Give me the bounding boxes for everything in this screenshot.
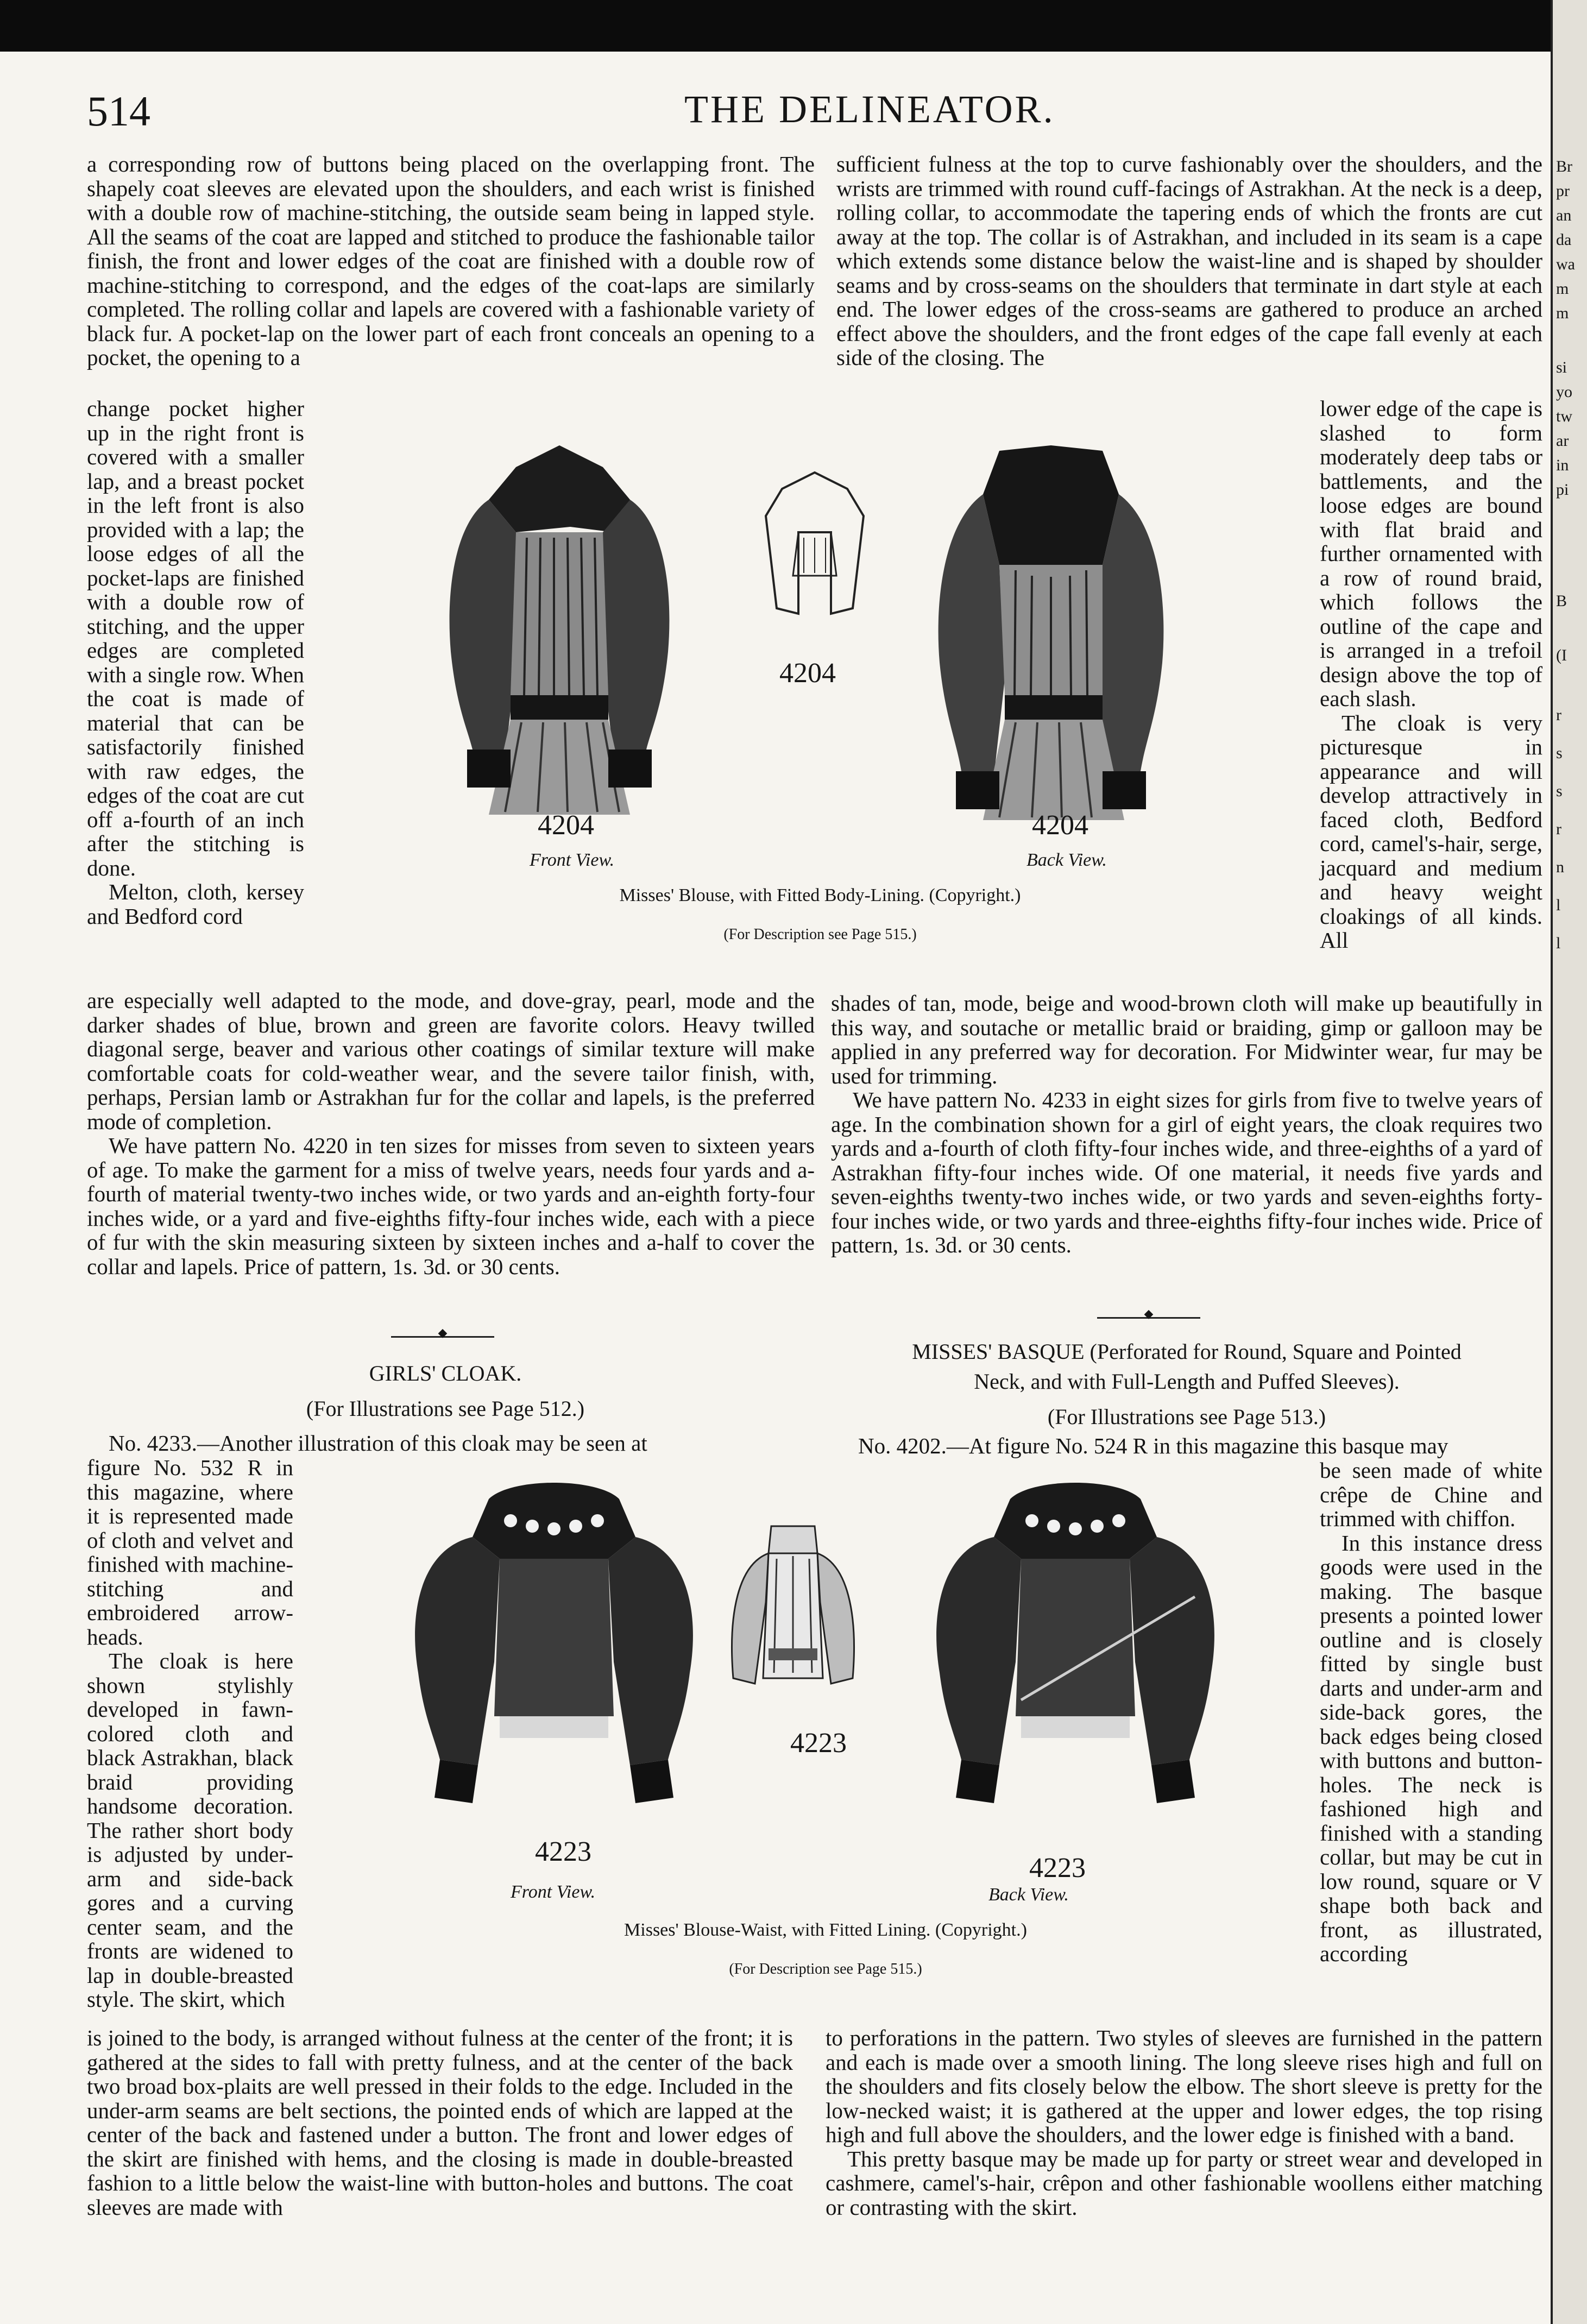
margin-fragment: an xyxy=(1556,206,1572,224)
blouse-back-illustration xyxy=(923,434,1179,847)
margin-fragment: pr xyxy=(1556,182,1570,200)
margin-fragment: l xyxy=(1556,896,1561,914)
magazine-title: THE DELINEATOR. xyxy=(684,87,1055,131)
margin-fragment: r xyxy=(1556,820,1561,838)
col2-lower-bottom-text: to perforations in the pattern. Two styles of sleeves are furnished in the pattern and each is made over a smooth lining. The long sleeve rises high and full on the shoulders and fits closely below the elbow. The short sleeve is pretty for the low-necked waist; it is gathered at the upper and lower edges, the top rising high and full above the shoulders, and the lower edge is finished with a band. This pretty basque may be made up for party or street wear and developed in cashmere, camel's-hair, crêpon and other fashionable woollens either matching or contrasting with the skirt. xyxy=(826,2025,1542,2220)
margin-fragment: ar xyxy=(1556,432,1569,450)
col1-top-text: a corresponding row of buttons being placed on the overlapping front. The shapely coat sleeves are elevated upon the shoulders, and each wrist is finished with a double row of machine-stitching, the outside seam being in lapped style. All the seams of the coat are lapped and stitched to produce the fashionable tailor finish, the front and lower edges of the coat are finished with a double row of machine-stitching to correspond, and the edges of the coat-laps are similarly completed. The rolling collar and lapels are covered with a fashionable variety of black fur. A pocket-lap on the lower part of each front conceals an opening to a pocket, the opening to a xyxy=(87,152,815,370)
back-view-label: Back View. xyxy=(1026,850,1107,870)
margin-fragment: B xyxy=(1556,592,1567,610)
col2-lower-narrow-text: be seen made of white crêpe de Chine and trimmed with chiffon. In this instance dress goods were used in the making. The basque presents a pointed lower outline and is closely fitted by single bust darts and under-arm and side-back gores, the back edges being closed with buttons and button-holes. The neck is fashioned high and finished with a standing collar, but may be cut in low round, square or V shape both back and front, as illustrated, according xyxy=(1320,1458,1542,1966)
figure2-number-sketch: 4223 xyxy=(790,1728,847,1759)
section-separator xyxy=(391,1336,494,1338)
adjacent-page-strip xyxy=(1551,0,1587,2324)
girls-cloak-reference: (For Illustrations see Page 512.) xyxy=(306,1396,585,1421)
figure2-reference: (For Description see Page 515.) xyxy=(729,1961,922,1977)
col2-top-text: sufficient fulness at the top to curve fashionably over the shoulders, and the wrists are trimmed with round cuff-facings of Astrakhan. At the neck is a deep, rolling collar, to accommodate the tapering ends of which the fronts are cut away at the top. The collar is of Astrakhan, and included in its seam is a cape which extends some distance below the waist-line and is shaped by shoulder seams and by cross-seams on the shoulders that terminate in dart style at each end. The lower edges of the cross-seams are gathered to produce an arched effect above the shoulders, and the front edges of the cape fall evenly at each side of the closing. The xyxy=(836,152,1542,370)
figure2-number-front: 4223 xyxy=(535,1836,591,1867)
margin-fragment: s xyxy=(1556,744,1563,762)
margin-fragment: n xyxy=(1556,858,1564,876)
margin-fragment: l xyxy=(1556,934,1561,952)
col1-lower-bottom-text: is joined to the body, is arranged without fulness at the center of the front; it is gathered at the sides to fall with pretty fulness, and at the center of the back two broad box-plaits are well pressed in their folds to the edge. Included in the under-arm seams are belt sections, the pointed ends of which are lapped at the center of the back and fastened under a button. The front and lower edges of the skirt are finished with hems, and the closing is made in double-breasted fashion to a little below the waist-line with button-holes and buttons. The coat sleeves are made with xyxy=(87,2025,793,2220)
col1-lower-narrow-text: figure No. 532 R in this magazine, where it is represented made of cloth and velvet and finished with machine-stitching and embroidered arrow-heads. The cloak is here shown stylishly developed in fawn-colored cloth and black Astrakhan, black braid providing handsome decoration. The rather short body is adjusted by under-arm and side-back gores and a curving center seam, and the fronts are widened to lap in double-breasted style. The skirt, which xyxy=(87,1455,293,2012)
figure-number-sketch: 4204 xyxy=(779,658,836,689)
margin-fragment: (I xyxy=(1556,646,1567,664)
figure2-back-view-label: Back View. xyxy=(988,1885,1069,1905)
figure-number-front: 4204 xyxy=(538,810,594,841)
blouse-waist-front-illustration xyxy=(402,1466,706,1819)
blouse-waist-back-illustration xyxy=(912,1466,1227,1819)
figure1-caption: Misses' Blouse, with Fitted Body-Lining. (Copyright.) xyxy=(619,885,1021,905)
margin-fragment: yo xyxy=(1556,383,1572,401)
blouse-front-illustration xyxy=(434,424,684,847)
figure-number-back: 4204 xyxy=(1032,810,1088,841)
blouse-waist-sketch-illustration xyxy=(722,1515,864,1733)
figure2-number-back: 4223 xyxy=(1029,1853,1086,1884)
basque-heading-line2: Neck, and with Full-Length and Puffed Sleeves). xyxy=(974,1369,1400,1394)
blouse-sleeve-detail-sketch xyxy=(750,467,885,652)
basque-reference: (For Illustrations see Page 513.) xyxy=(1047,1405,1326,1429)
col2-lower-lead: No. 4202.—At figure No. 524 R in this magazine this basque may xyxy=(858,1433,1449,1458)
front-view-label: Front View. xyxy=(530,850,615,870)
basque-heading-line1: MISSES' BASQUE (Perforated for Round, Square and Pointed xyxy=(912,1339,1462,1364)
page-number: 514 xyxy=(87,87,150,135)
margin-fragment: wa xyxy=(1556,255,1575,273)
margin-fragment: si xyxy=(1556,358,1567,376)
figure2-front-view-label: Front View. xyxy=(511,1882,596,1902)
margin-fragment: r xyxy=(1556,706,1561,724)
margin-fragment: m xyxy=(1556,280,1569,298)
margin-fragment: tw xyxy=(1556,407,1572,425)
margin-fragment: pi xyxy=(1556,481,1569,499)
section-separator xyxy=(1097,1317,1200,1319)
scan-top-edge xyxy=(0,0,1587,52)
margin-fragment: m xyxy=(1556,304,1569,322)
col1-narrow-text: change pocket higher up in the right front is covered with a smaller lap, and a breast pocket in the left front is also provided with a lap; the loose edges of all the pocket-laps are finished with a double row of stitching, and the upper edges are completed with a single row. When the coat is made of material that can be satisfactorily finished with raw edges, the edges of the coat are cut off a-fourth of an inch after the stitching is done. Melton, cloth, kersey and Bedford cord xyxy=(87,396,304,929)
page-header xyxy=(87,81,1537,141)
margin-fragment: Br xyxy=(1556,158,1572,175)
girls-cloak-heading: GIRLS' CLOAK. xyxy=(369,1361,522,1385)
col1-bottom-text: are especially well adapted to the mode, and dove-gray, pearl, mode and the darker shades of blue, brown and green are favorite colors. Heavy twilled diagonal serge, beaver and various other coatings of similar texture will make comfortable coats for cold-weather wear, and the severe tailor finish, with, perhaps, Persian lamb or Astrakhan fur for the collar and lapels, is the preferred mode of completion. We have pattern No. 4220 in ten sizes for misses from seven to sixteen years of age. To make the garment for a miss of twelve years, needs four yards and a-fourth of material twenty-two inches wide, or two yards and an-eighth forty-four inches wide, or a yard and five-eighths fifty-four inches wide, each with a piece of fur with the skin measuring sixteen by sixteen inches and a-half to cover the collar and lapels. Price of pattern, 1s. 3d. or 30 cents. xyxy=(87,988,815,1279)
figure2-caption: Misses' Blouse-Waist, with Fitted Lining. (Copyright.) xyxy=(624,1920,1027,1940)
col2-narrow-text: lower edge of the cape is slashed to form moderately deep tabs or battlements, and the loose edges are bound with flat braid and further ornamented with a row of round braid, which follows the outline of the cape and is arranged in a trefoil design above the top of each slash. The cloak is very picturesque in appearance and will develop attractively in faced cloth, Bedford cord, camel's-hair, serge, jacquard and medium and heavy weight cloakings of all kinds. All xyxy=(1320,396,1542,953)
margin-fragment: in xyxy=(1556,456,1569,474)
margin-fragment: da xyxy=(1556,231,1572,249)
figure1-reference: (For Description see Page 515.) xyxy=(723,926,917,943)
margin-fragment: s xyxy=(1556,782,1563,800)
col2-bottom-text: shades of tan, mode, beige and wood-brown cloth will make up beautifully in this way, and soutache or metallic braid or braiding, gimp or galloon may be applied in any preferred way for decoration. For Midwinter wear, fur may be used for trimming. We have pattern No. 4233 in eight sizes for girls from five to twelve years of age. In the combination shown for a girl of eight years, the cloak requires two yards and a-fourth of cloth fifty-four inches wide, and three-eighths of a yard of Astrakhan fifty-four inches wide. Of one material, it needs five yards and seven-eighths twenty-two inches wide, or two yards and seven-eighths forty-four inches wide, or two yards and three-eighths fifty-four inches wide. Price of pattern, 1s. 3d. or 30 cents. xyxy=(831,991,1542,1257)
col1-lower-lead: No. 4233.—Another illustration of this cloak may be seen at xyxy=(109,1431,647,1456)
